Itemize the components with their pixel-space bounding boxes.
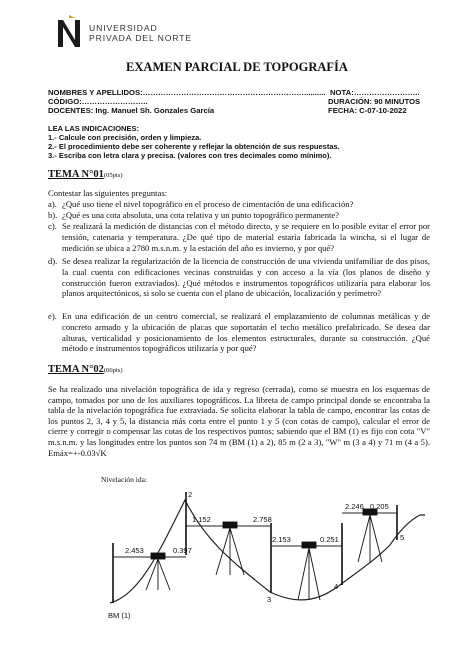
reading-label: 1.152 <box>192 515 211 524</box>
reading-label: 2.453 <box>125 546 144 555</box>
indicacion-3: 3.- Escriba con letra clara y precisa. (valores con tres decimales como mínimo). <box>48 151 332 160</box>
point-label-3: 3 <box>267 595 272 604</box>
codigo-field: CÓDIGO:…………………….. <box>48 97 148 106</box>
level-station-3 <box>298 542 320 600</box>
point-label-2: 2 <box>188 490 193 499</box>
reading-label: 0.205 <box>370 502 389 511</box>
tema1-label: TEMA N°01 <box>48 169 104 180</box>
question-text: Se desea realizar la regularización de la licencia de construcción de una vivienda unifamiliar de dos pisos, la cual cuenta con edificaciones vecinas construidas y con acceso a la vía (los planos de diseño y construcción fueron extraviados). ¿Qué métodos e instrumentos topográficos utilizaría para elaborar los planos arquitectónicos, si solo se cuenta con el plano de ubicación, localización y perímetro? <box>62 256 430 299</box>
indicacion-1: 1.- Calcule con precisión, orden y limpieza. <box>48 133 202 142</box>
tema1-intro: Contestar las siguientes preguntas: <box>48 188 168 198</box>
tema2-points: (06pts) <box>103 367 123 374</box>
fecha-field: FECHA: C-07-10-2022 <box>328 106 407 115</box>
point-label-bm1: BM (1) <box>108 611 131 620</box>
duracion-field: DURACIÓN: 90 MINUTOS <box>328 97 421 106</box>
level-station-1 <box>146 553 170 590</box>
tema1-points: (05pts) <box>103 172 123 179</box>
reading-label: 2.758 <box>253 515 272 524</box>
docentes-field: DOCENTES: Ing. Manuel Sh. Gonzales García <box>48 106 215 115</box>
indicaciones-title: LEA LAS INDICACIONES: <box>48 124 139 133</box>
reading-label: 2.153 <box>272 535 291 544</box>
question-letter: e). <box>48 311 57 321</box>
question-letter: c). <box>48 221 57 231</box>
reading-label: 0.397 <box>173 546 192 555</box>
diagram-caption: Nivelación ida: <box>101 475 148 484</box>
question-text: Se realizará la medición de distancias con el método directo, y se requiere en lo posible evitar el error por tensión, catenaria y temperatura. ¿De qué tipo de material estaría fabricada la wincha, si el lugar de medición se ubica a 2780 m.s.n.m. y la estación del año es invierno, y por qué? <box>62 221 430 253</box>
question-letter: d). <box>48 256 58 266</box>
university-line2: PRIVADA DEL NORTE <box>89 33 193 43</box>
question-letter: a). <box>48 199 57 209</box>
question-text: ¿Qué es una cota absoluta, una cota relativa y un punto topográfico permanente? <box>62 210 340 220</box>
nombres-field: NOMBRES Y APELLIDOS:……………………………………………………….......... <box>48 88 326 97</box>
tema2-statement: Se ha realizado una nivelación topográfica de ida y regreso (cerrada), como se muestra en los esquemas de campo, tomados por uno de los auxiliares topográficos. La libreta de campo principal donde se encontraba la tabla de la nivelación topográfica fue extraviada. Se solicita elaborar la tabla de campo, encontrar las cotas de los puntos 2, 3, 4 y 5, la distancia más corta entre el punto 1 y 5 (con cotas de campo), calcular el error de cierre y corregir o compensar las cotas de los respectivos puntos; sabiendo que el BM (1) es fijo con cota "V" m.s.n.m. y las longitudes entre los puntos son 74 m (BM (1) a 2), 85 m (2 a 3), "W" m (3 a 4) y 71 m (4 a 5). Emáx=+-0.03√K <box>48 384 430 458</box>
question-letter: b). <box>48 210 58 220</box>
tema2-label: TEMA N°02 <box>48 364 104 375</box>
question-text: En una edificación de un centro comercial, se realizará el emplazamiento de columnas metálicas y de concreto armado y la ubicación de placas que soportarán el techo metálico prefabricado. Se desea dar alturas, verticalidad y posicionamiento de los elementos estructurales, durante su construcción. ¿Qué método e instrumentos topográficos utilizaría y por qué? <box>62 311 430 354</box>
university-line1: UNIVERSIDAD <box>89 23 158 33</box>
reading-label: 0.251 <box>320 535 339 544</box>
reading-label: 2.246 <box>345 502 364 511</box>
point-label-4: 4 <box>334 582 339 591</box>
exam-title: EXAMEN PARCIAL DE TOPOGRAFÍA <box>126 60 348 74</box>
indicacion-2: 2.- El procedimiento debe ser coherente y reflejar la obtención de sus respuestas. <box>48 142 340 151</box>
nota-field: NOTA:…………………….. <box>330 88 420 97</box>
question-text: ¿Qué uso tiene el nivel topográfico en el proceso de cimentación de una edificación? <box>62 199 354 209</box>
point-label-5: 5 <box>400 533 405 542</box>
level-station-4 <box>358 509 382 562</box>
